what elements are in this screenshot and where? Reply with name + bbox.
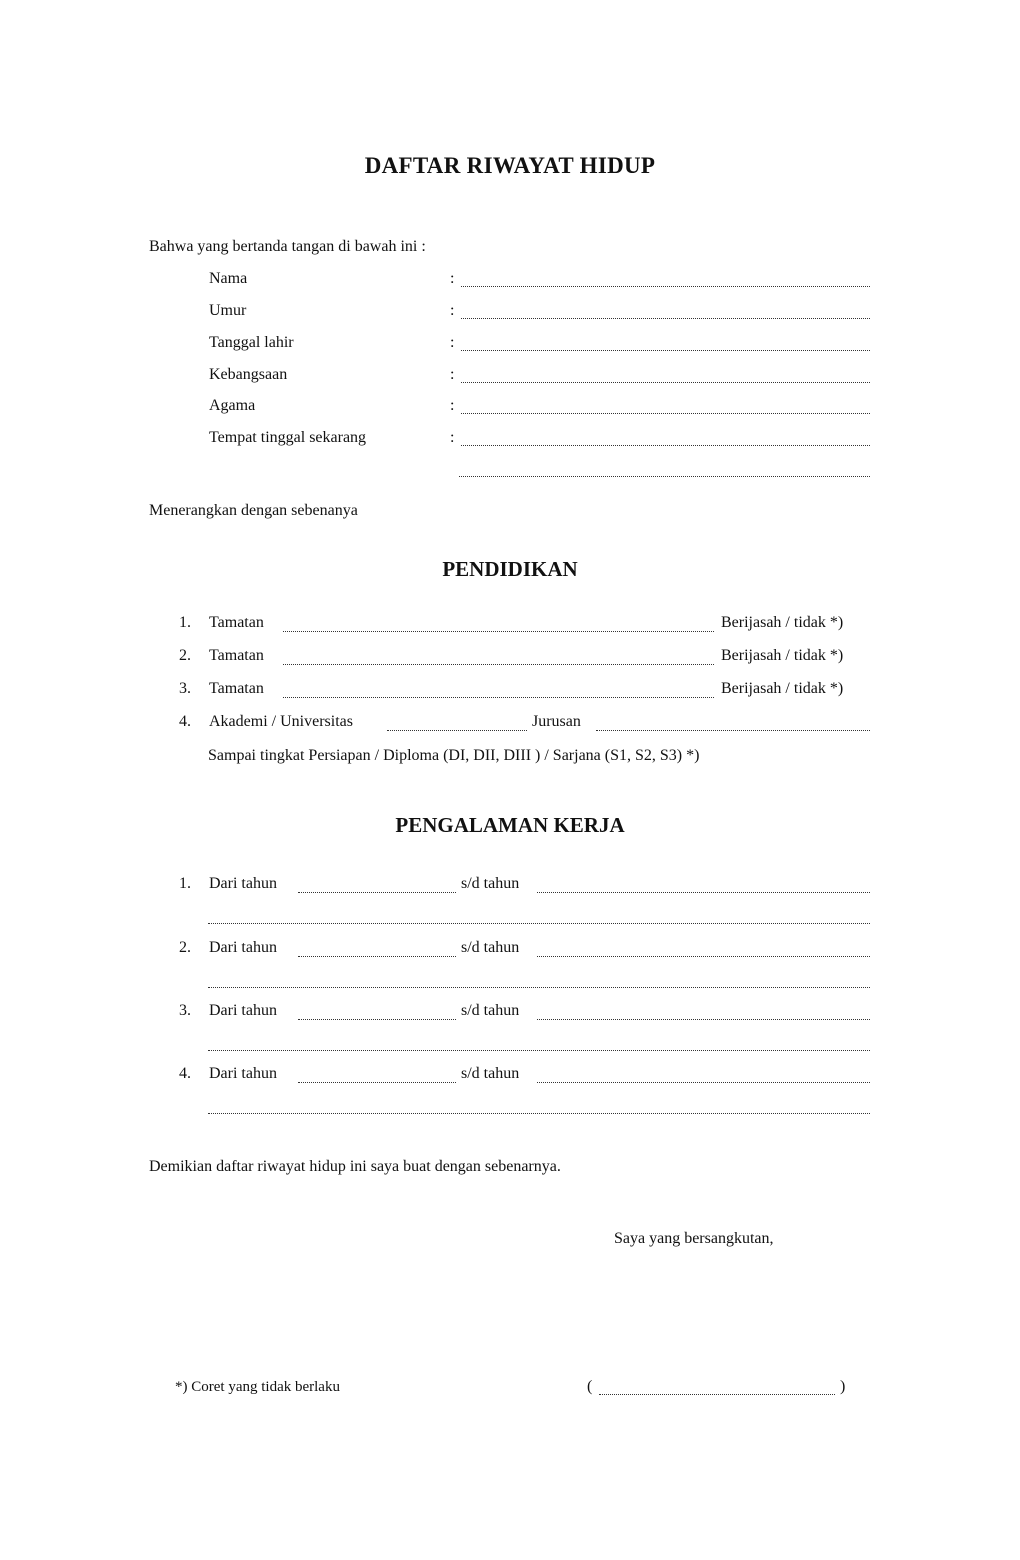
pendidikan-heading: PENDIDIKAN — [442, 557, 578, 581]
list-number: 4. — [179, 1065, 191, 1082]
akademi-label: Akademi / Universitas — [209, 713, 353, 730]
field-colon: : — [450, 302, 455, 319]
page-title: DAFTAR RIWAYAT HIDUP — [364, 153, 656, 178]
pengalaman-heading: PENGALAMAN KERJA — [395, 813, 625, 837]
dari-tahun-label: Dari tahun — [209, 1065, 277, 1082]
akademi-line[interactable] — [387, 730, 527, 731]
signature-name-line[interactable] — [599, 1394, 835, 1395]
field-colon: : — [450, 366, 455, 383]
list-number: 2. — [179, 939, 191, 956]
list-number: 3. — [179, 1002, 191, 1019]
sd-tahun-label: s/d tahun — [461, 1065, 520, 1082]
berijasah-text: Berijasah / tidak *) — [721, 647, 844, 664]
field-line-umur[interactable] — [461, 318, 870, 319]
signature-close-paren: ) — [840, 1378, 846, 1395]
field-line-agama[interactable] — [461, 413, 870, 414]
sd-tahun-line[interactable] — [537, 1082, 870, 1083]
sd-tahun-label: s/d tahun — [461, 875, 520, 892]
statement-text: Menerangkan dengan sebenanya — [149, 502, 358, 519]
field-line-kebangsaan[interactable] — [461, 382, 870, 383]
field-line-nama[interactable] — [461, 286, 870, 287]
sd-tahun-line[interactable] — [537, 1019, 870, 1020]
field-line-tanggal-lahir[interactable] — [461, 350, 870, 351]
field-colon: : — [450, 334, 455, 351]
sd-tahun-label: s/d tahun — [461, 1002, 520, 1019]
list-number: 4. — [179, 713, 191, 730]
field-colon: : — [450, 397, 455, 414]
intro-text: Bahwa yang bertanda tangan di bawah ini : — [149, 238, 426, 255]
field-line-tempat-tinggal-2[interactable] — [459, 476, 870, 477]
signature-open-paren: ( — [587, 1378, 593, 1395]
tamatan-label: Tamatan — [209, 680, 264, 697]
sd-tahun-line[interactable] — [537, 956, 870, 957]
footnote-text: *) Coret yang tidak berlaku — [175, 1379, 340, 1395]
dari-tahun-line[interactable] — [298, 956, 456, 957]
field-label-agama: Agama — [209, 397, 256, 414]
dari-tahun-label: Dari tahun — [209, 1002, 277, 1019]
field-label-tempat-tinggal: Tempat tinggal sekarang — [209, 429, 367, 446]
berijasah-text: Berijasah / tidak *) — [721, 614, 844, 631]
signature-label: Saya yang bersangkutan, — [614, 1230, 774, 1247]
field-colon: : — [450, 270, 455, 287]
job-description-line[interactable] — [208, 1113, 870, 1114]
dari-tahun-line[interactable] — [298, 1082, 456, 1083]
field-label-nama: Nama — [209, 270, 248, 287]
list-number: 3. — [179, 680, 191, 697]
sd-tahun-label: s/d tahun — [461, 939, 520, 956]
closing-text: Demikian daftar riwayat hidup ini saya buat dengan sebenarnya. — [149, 1158, 561, 1175]
dari-tahun-line[interactable] — [298, 1019, 456, 1020]
field-label-umur: Umur — [209, 302, 247, 319]
dari-tahun-label: Dari tahun — [209, 875, 277, 892]
job-description-line[interactable] — [208, 923, 870, 924]
field-label-tanggal-lahir: Tanggal lahir — [209, 334, 294, 351]
sd-tahun-line[interactable] — [537, 892, 870, 893]
tamatan-label: Tamatan — [209, 647, 264, 664]
field-line-tempat-tinggal[interactable] — [461, 445, 870, 446]
berijasah-text: Berijasah / tidak *) — [721, 680, 844, 697]
tamatan-label: Tamatan — [209, 614, 264, 631]
job-description-line[interactable] — [208, 1050, 870, 1051]
pendidikan-note: Sampai tingkat Persiapan / Diploma (DI, DII, DIII ) / Sarjana (S1, S2, S3) *) — [208, 747, 700, 764]
tamatan-line-3[interactable] — [283, 697, 714, 698]
field-label-kebangsaan: Kebangsaan — [209, 366, 288, 383]
field-colon: : — [450, 429, 455, 446]
list-number: 1. — [179, 875, 191, 892]
tamatan-line-1[interactable] — [283, 631, 714, 632]
dari-tahun-line[interactable] — [298, 892, 456, 893]
list-number: 1. — [179, 614, 191, 631]
tamatan-line-2[interactable] — [283, 664, 714, 665]
jurusan-label: Jurusan — [532, 713, 581, 730]
jurusan-line[interactable] — [596, 730, 870, 731]
job-description-line[interactable] — [208, 987, 870, 988]
list-number: 2. — [179, 647, 191, 664]
dari-tahun-label: Dari tahun — [209, 939, 277, 956]
